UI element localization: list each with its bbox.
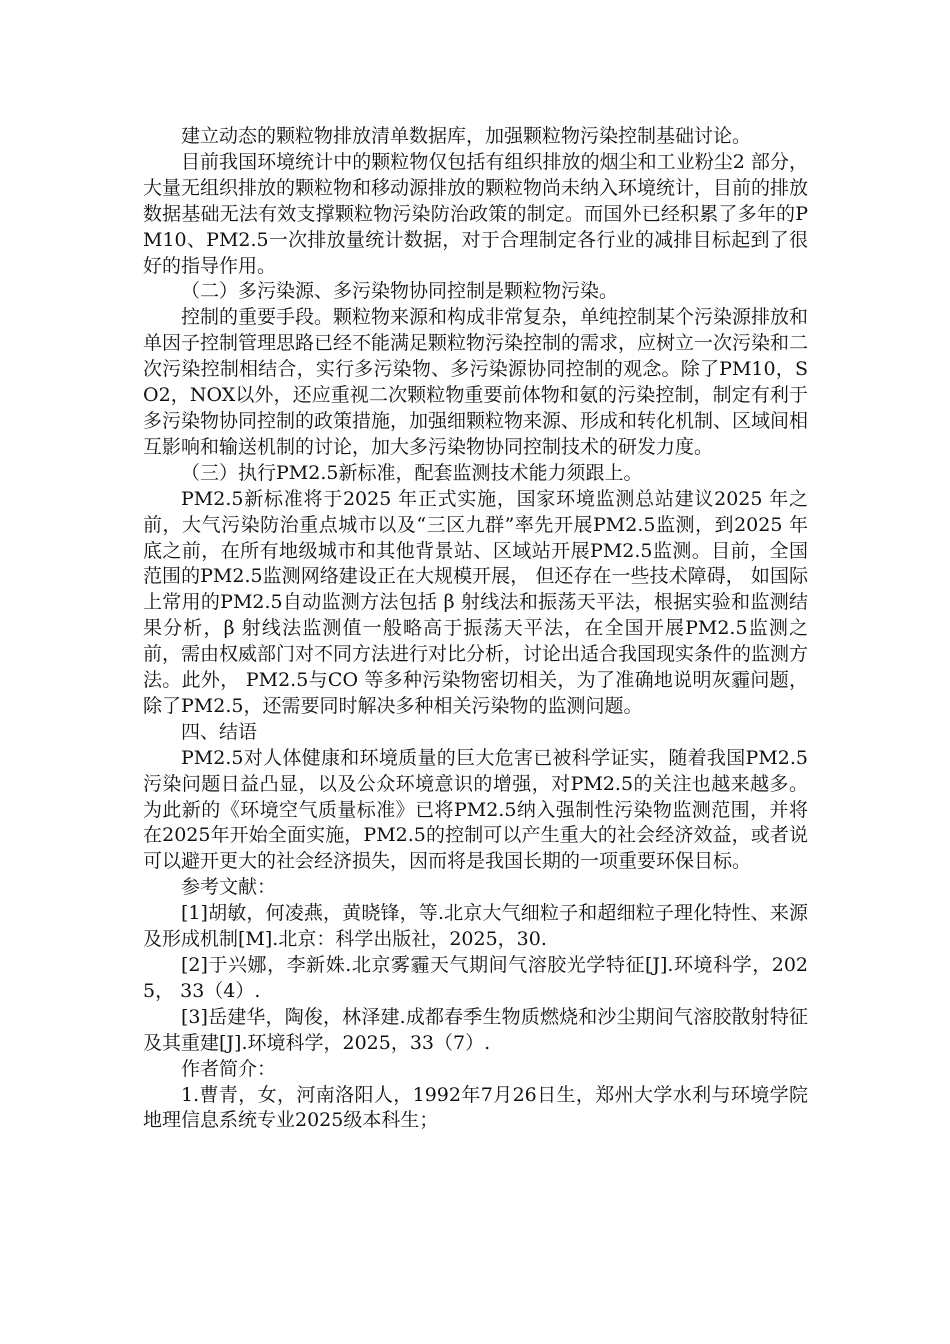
reference-item-2: [2]于兴娜，李新姝.北京雾霾天气期间气溶胶光学特征[J].环境科学，2025， 33（4）. (143, 954, 808, 1002)
document-body (143, 124, 808, 1134)
conclusion-heading: 四、结语 (181, 720, 258, 743)
author-info-1: 1.曹青，女，河南洛阳人，1992年7月26日生，郑州大学水利与环境学院地理信息系统专业2025级本科生； (143, 1083, 808, 1132)
reference-item-3: [3]岳建华，陶俊，林泽建.成都春季生物质燃烧和沙尘期间气溶胶散射特征及其重建[J].环境科学，2025，33（7）. (143, 1005, 808, 1054)
section-heading-3: （三）执行PM2.5新标准，配套监测技术能力须跟上。 (181, 461, 643, 484)
paragraph-statistics-status: 目前我国环境统计中的颗粒物仅包括有组织排放的烟尘和工业粉尘2 部分，大量无组织排放的颗粒物和移动源排放的颗粒物尚未纳入环境统计，目前的排放数据基础无法有效支撑颗粒物污染防治政策的制定。而国外已经积累了多年的PM10、PM2.5一次排放量统计数据，对于合理制定各行业的减排目标起到了很好的指导作用。 (143, 150, 809, 277)
references-heading: 参考文献： (181, 876, 277, 899)
section-heading-2: （二）多污染源、多污染物协同控制是颗粒物污染。 (181, 280, 619, 303)
reference-item-1: [1]胡敏，何凌燕，黄晓锋，等.北京大气细粒子和超细粒子理化特性、来源及形成机制[M].北京：科学出版社，2025，30. (143, 902, 808, 951)
author-heading: 作者简介： (181, 1057, 277, 1080)
paragraph-emission-inventory: 建立动态的颗粒物排放清单数据库，加强颗粒物污染控制基础讨论。 (181, 125, 752, 147)
paragraph-conclusion: PM2.5对人体健康和环境质量的巨大危害已被科学证实，随着我国PM2.5污染问题日益凸显，以及公众环境意识的增强，对PM2.5的关注也越来越多。为此新的《环境空气质量标准》已将PM2.5纳入强制性污染物监测范围，并将在2025年开始全面实施，PM2.5的控制可以产生重大的社会经济效益，或者说可以避开更大的社会经济损失，因而将是我国长期的一项重要环保目标。 (143, 746, 808, 873)
paragraph-monitoring-standard: PM2.5新标准将于2025 年正式实施，国家环境监测总站建议2025 年之前，大气污染防治重点城市以及“三区九群”率先开展PM2.5监测，到2025 年底之前，在所有地级城市和其他背景站、区域站开展PM2.5监测。目前，全国范围的PM2.5监测网络建设正在大规模开展， 但还存在一些技术障碍， 如国际上常用的PM2.5自动监测方法包括 β 射线法和振荡天平法，根据实验和监测结果分析，β 射线法监测值一般略高于振荡天平法，在全国开展PM2.5监测之前，需由权威部门对不同方法进行对比分析，讨论出适合我国现实条件的监测方法。此外， PM2.5与CO 等多种污染物密切相关，为了准确地说明灰霾问题，除了PM2.5，还需要同时解决多种相关污染物的监测问题。 (143, 487, 809, 717)
paragraph-coordinated-control: 控制的重要手段。颗粒物来源和构成非常复杂，单纯控制某个污染源排放和单因子控制管理思路已经不能满足颗粒物污染控制的需求，应树立一次污染和二次污染控制相结合，实行多污染物、多污染源协同控制的观念。除了PM10，SO2，NOX以外，还应重视二次颗粒物重要前体物和氨的污染控制，制定有利于多污染物协同控制的政策措施，加强细颗粒物来源、形成和转化机制、区域间相互影响和输送机制的讨论，加大多污染物协同控制技术的研发力度。 (143, 306, 809, 458)
